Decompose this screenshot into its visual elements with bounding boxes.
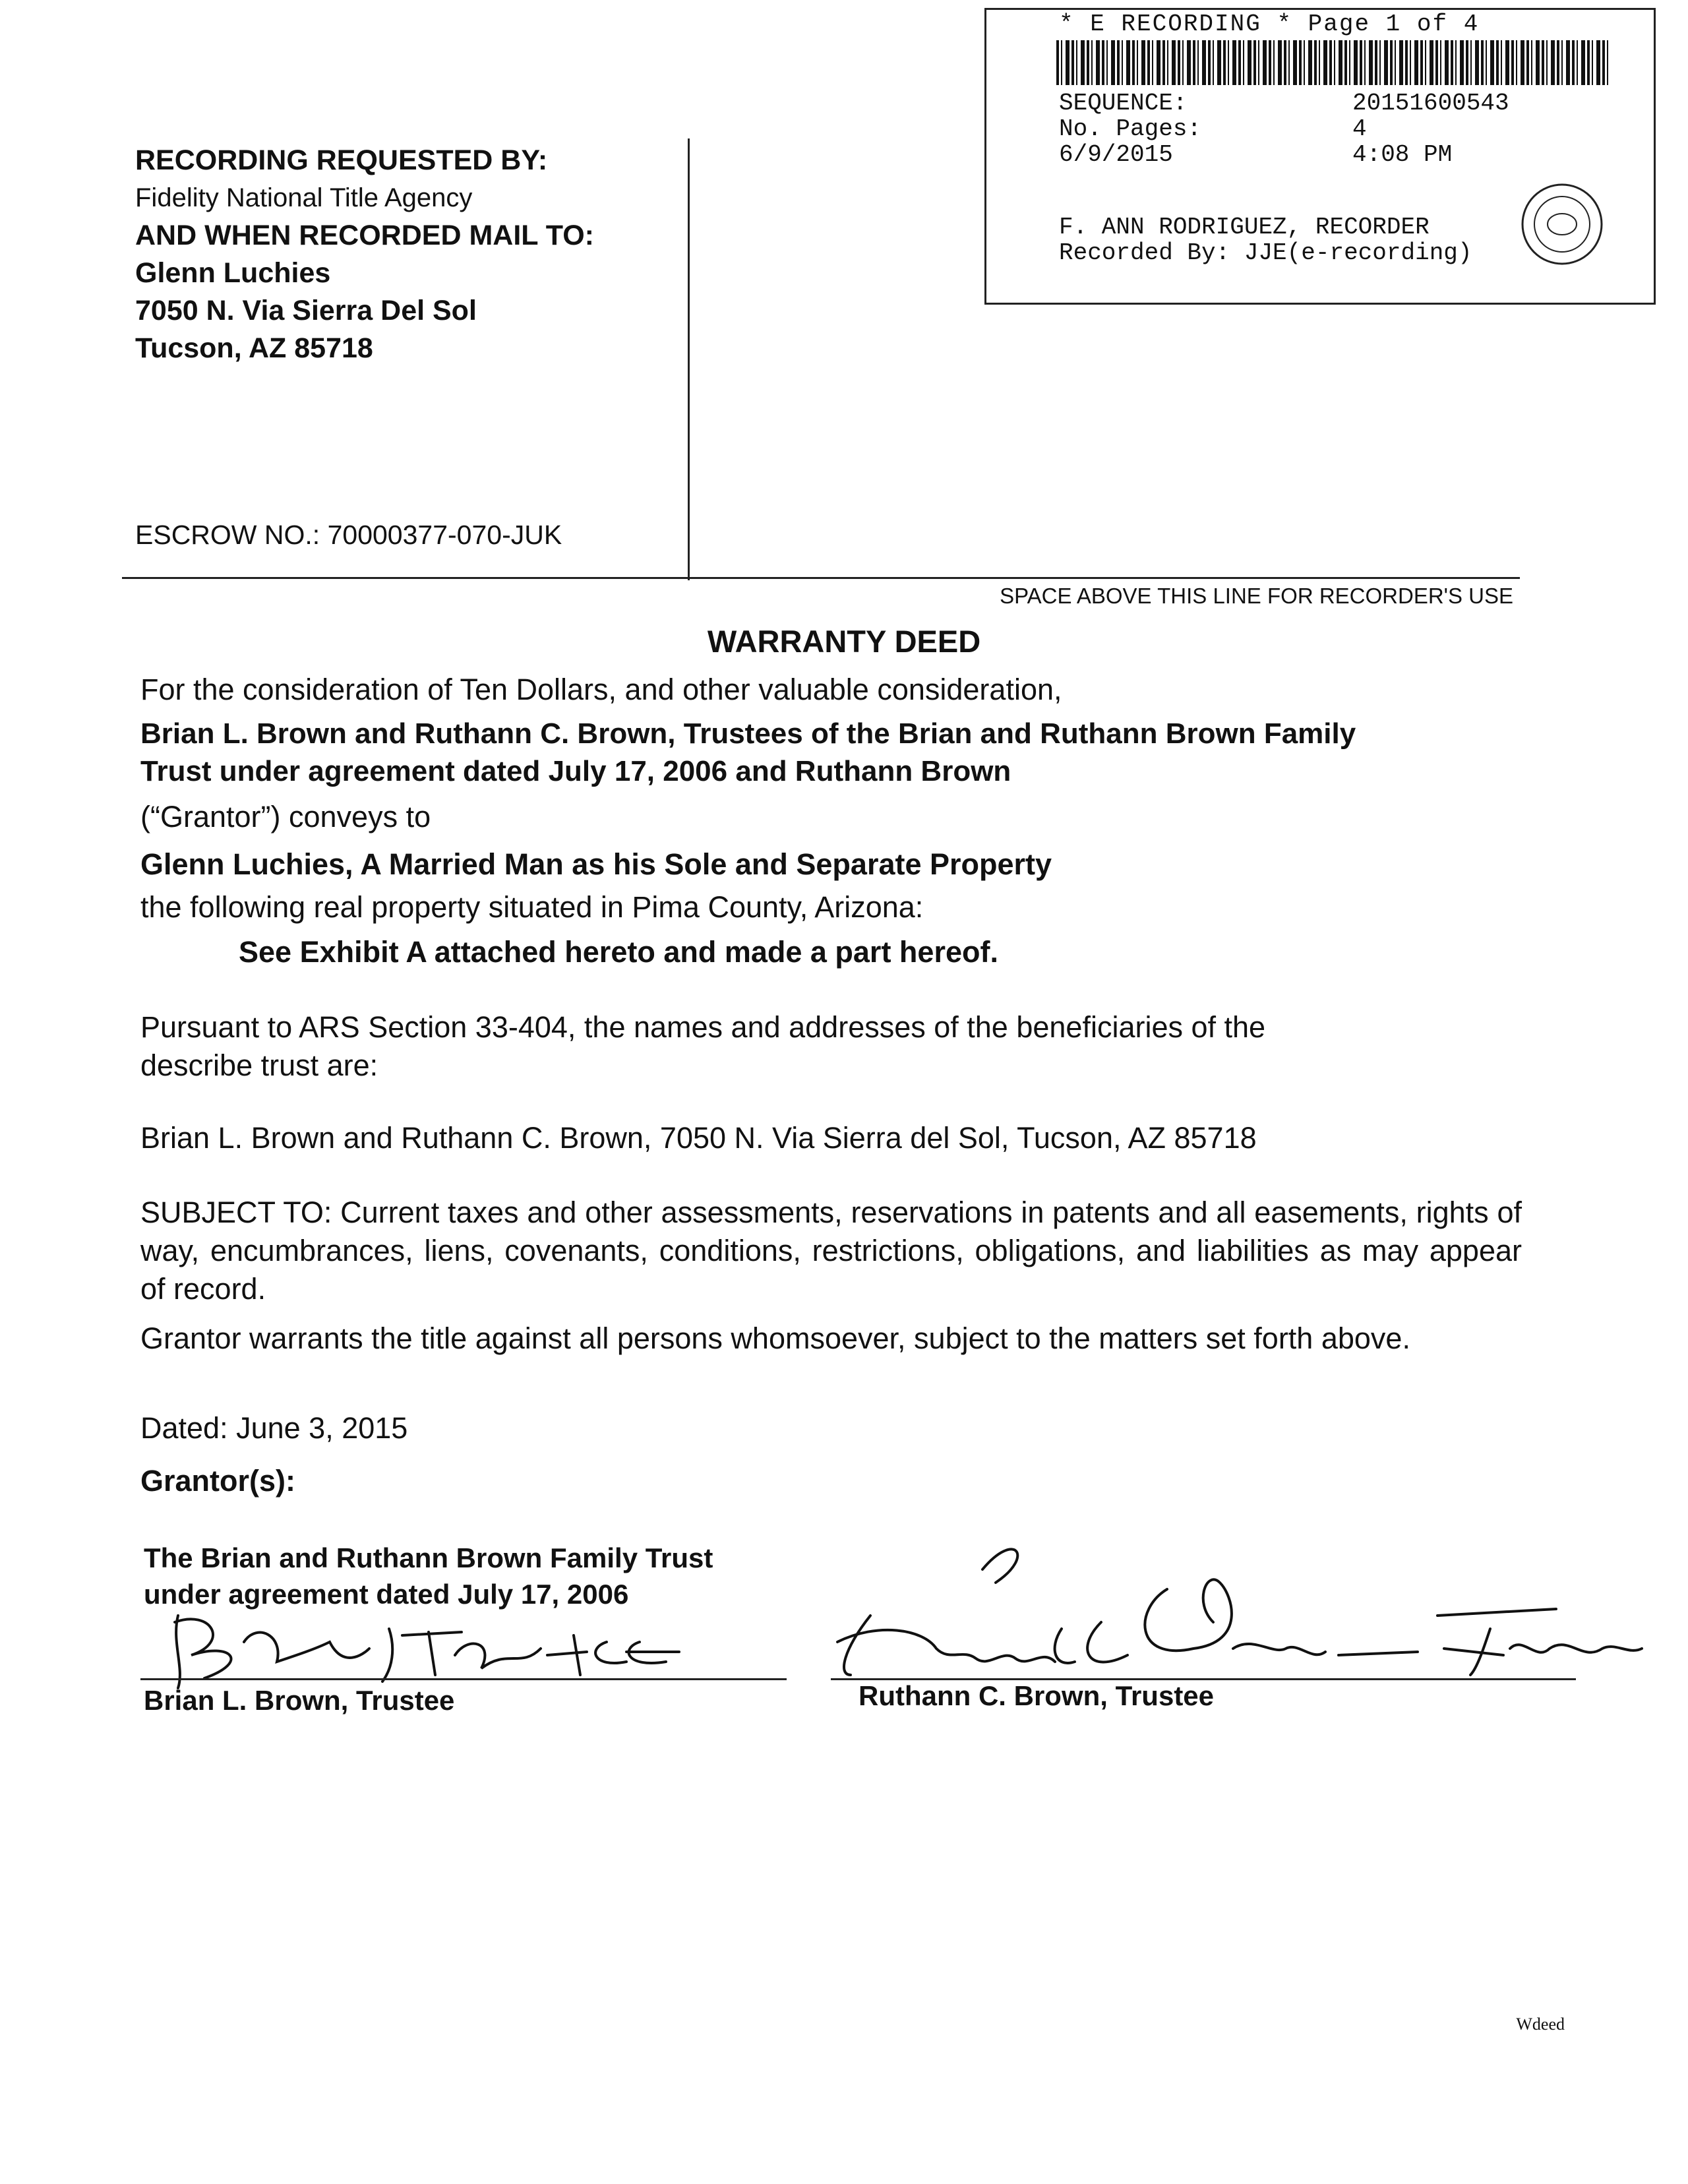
requested-by-label: RECORDING REQUESTED BY: — [135, 144, 548, 176]
recorded-by: Recorded By: JJE(e-recording) — [1059, 239, 1472, 266]
stamp-time: 4:08 PM — [1352, 141, 1453, 168]
grantors-label: Grantor(s): — [140, 1464, 295, 1498]
consideration-text: For the consideration of Ten Dollars, and other valuable consideration, — [140, 673, 1062, 706]
sequence-value: 20151600543 — [1352, 90, 1509, 117]
escrow-value: 70000377-070-JUK — [327, 520, 562, 550]
recording-requested-block — [135, 142, 689, 367]
pursuant-line-2: describe trust are: — [140, 1048, 378, 1082]
stamp-date: 6/9/2015 — [1059, 141, 1173, 168]
recorder-divider-line — [122, 577, 1520, 579]
deed-title: WARRANTY DEED — [707, 624, 981, 659]
dated-text: Dated: June 3, 2015 — [140, 1411, 408, 1445]
signature-line-1 — [140, 1678, 787, 1680]
subject-to-text: SUBJECT TO: Current taxes and other assessments, reservations in patents and all easements, rights of way, encumbrances, liens, covenants, conditions, restrictions, obligations, and liabilities as may appear of record. — [140, 1196, 1522, 1306]
mail-name: Glenn Luchies — [135, 257, 331, 289]
escrow-number — [135, 520, 562, 551]
requested-by: Fidelity National Title Agency — [135, 183, 473, 212]
pages-value: 4 — [1352, 115, 1367, 142]
trust-line-1: The Brian and Ruthann Brown Family Trust — [144, 1542, 713, 1573]
stamp-header: * E RECORDING * Page 1 of 4 — [1059, 11, 1480, 38]
mail-street: 7050 N. Via Sierra Del Sol — [135, 295, 477, 326]
pursuant-line-1: Pursuant to ARS Section 33-404, the names and addresses of the beneficiaries of the — [140, 1010, 1266, 1044]
escrow-label: ESCROW NO.: — [135, 520, 320, 550]
sequence-label: SEQUENCE: — [1059, 90, 1188, 117]
recorder-name: F. ANN RODRIGUEZ, RECORDER — [1059, 214, 1430, 241]
exhibit-reference: See Exhibit A attached hereto and made a part hereof. — [239, 935, 998, 969]
vertical-divider — [688, 138, 690, 580]
signer-1-name: Brian L. Brown, Trustee — [144, 1685, 455, 1716]
conveys-text: (“Grantor”) conveys to — [140, 800, 431, 834]
warrants-text: Grantor warrants the title against all persons whomsoever, subject to the matters set forth above. — [140, 1321, 1410, 1355]
pages-label: No. Pages: — [1059, 115, 1202, 142]
county-seal-icon — [1519, 181, 1605, 267]
beneficiaries-text: Brian L. Brown and Ruthann C. Brown, 7050 N. Via Sierra del Sol, Tucson, AZ 85718 — [140, 1121, 1257, 1155]
grantee-name: Glenn Luchies, A Married Man as his Sole and Separate Property — [140, 847, 1052, 881]
property-text: the following real property situated in Pima County, Arizona: — [140, 890, 924, 924]
footer-form-code: Wdeed — [1516, 2015, 1565, 2034]
signer-2-name: Ruthann C. Brown, Trustee — [859, 1680, 1215, 1711]
recorder-space-note: SPACE ABOVE THIS LINE FOR RECORDER'S USE — [1000, 584, 1513, 608]
mail-city: Tucson, AZ 85718 — [135, 332, 373, 364]
grantor-line-1: Brian L. Brown and Ruthann C. Brown, Trustees of the Brian and Ruthann Brown Family — [140, 717, 1356, 750]
ruthann-brown-signature — [824, 1517, 1668, 1688]
grantor-line-2: Trust under agreement dated July 17, 2006 and Ruthann Brown — [140, 755, 1011, 787]
mail-to-label: AND WHEN RECORDED MAIL TO: — [135, 220, 594, 251]
barcode — [1056, 40, 1610, 85]
trust-line-2: under agreement dated July 17, 2006 — [144, 1579, 629, 1610]
recorder-stamp — [984, 8, 1656, 305]
